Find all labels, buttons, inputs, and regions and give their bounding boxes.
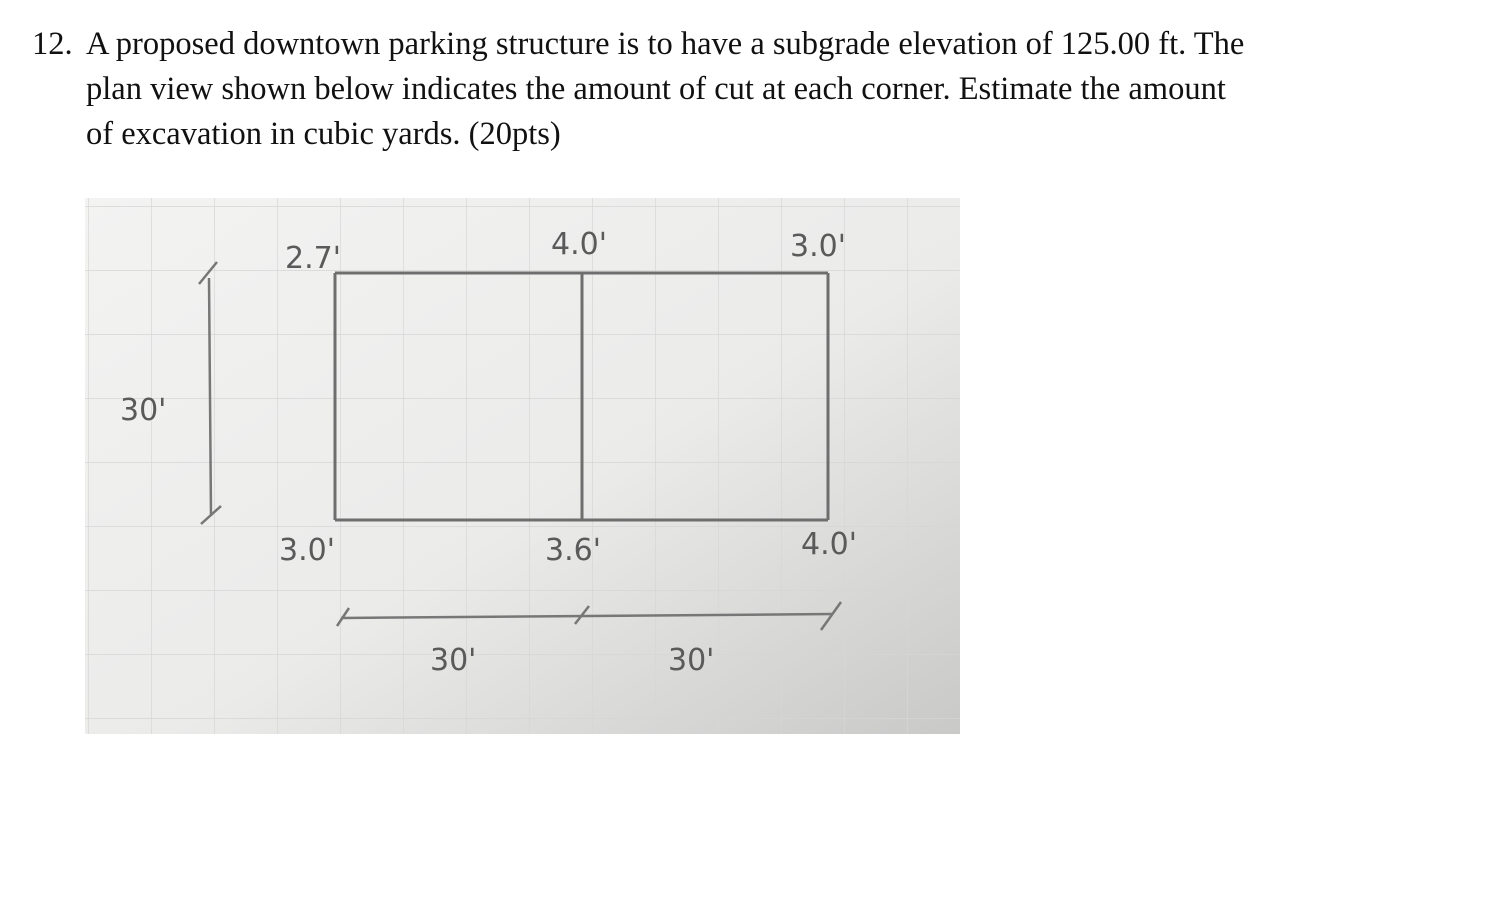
plan-view-sketch bbox=[85, 198, 960, 734]
question-line-3: of excavation in cubic yards. (20pts) bbox=[86, 116, 561, 152]
label-dim-right: 30' bbox=[668, 643, 715, 678]
question-block bbox=[32, 22, 1452, 157]
label-bottom-left: 3.0' bbox=[279, 533, 335, 568]
question-line-2: plan view shown below indicates the amount of cut at each corner. Estimate the amount bbox=[86, 71, 1226, 107]
question-text bbox=[86, 22, 1452, 157]
question-number: 12. bbox=[32, 26, 73, 62]
label-top-left: 2.7' bbox=[285, 241, 341, 276]
label-top-middle: 4.0' bbox=[551, 227, 607, 262]
label-bottom-middle: 3.6' bbox=[545, 533, 601, 568]
label-side-dimension: 30' bbox=[120, 393, 167, 428]
label-top-right: 3.0' bbox=[790, 229, 846, 264]
question-line-1: A proposed downtown parking structure is to have a subgrade elevation of 125.00 ft. The bbox=[86, 26, 1245, 62]
plan-view-photo bbox=[85, 198, 960, 734]
label-dim-left: 30' bbox=[430, 643, 477, 678]
label-bottom-right: 4.0' bbox=[801, 527, 857, 562]
